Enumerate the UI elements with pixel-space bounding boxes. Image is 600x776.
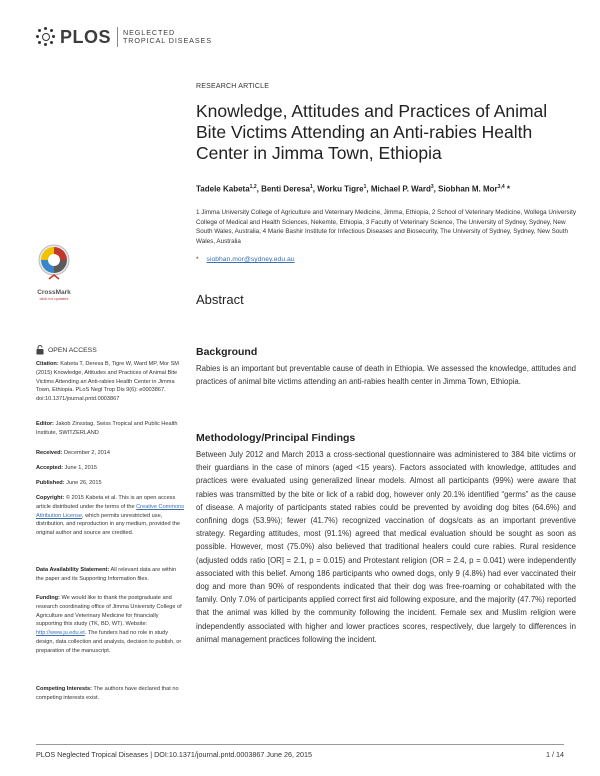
crossmark-sub: click for updates	[39, 296, 69, 301]
logo-plos-text: PLOS	[60, 26, 112, 47]
sidebar-editor	[36, 420, 184, 438]
funding-text-end: . The funders had no role in study design, data collection and analysis, decision to publish, or preparation of the manuscript.	[36, 630, 182, 654]
open-access-badge	[36, 345, 97, 355]
published-label: Published:	[36, 480, 65, 486]
author-name[interactable]: Siobhan M. Mor	[438, 184, 498, 194]
methods-text: Between July 2012 and March 2013 a cross-sectional questionnaire was administered to 384 bite victims or their guardians in the case of minors (aged <15 years). Factors associated with knowledge, attitudes and practices were evaluated using generalized linear models. Almost all participants (99%) were aware that rabies was transmitted by the bite or lick of a rabid dog, however only 20.1% identified “germs” as the cause of disease. A majority of participants stated rabies could be prevented by avoiding dog bites (64.6%) and confining dogs (53.9%); fewer (41.7%) recognized vaccination of dogs/cats as an important preventive strategy. Regarding attitudes, most (91.1%) agreed that medical evaluation should be sought as soon as possible. However, most (75.0%) also believed that traditional healers could cure rabies. Rural residence (adjusted odds ratio [OR] = 2.1, p = 0.015) and Protestant religion (OR = 2.4, p = 0.041) were independently associated with this belief. Among 186 participants who owned dogs, only 9 (4.8%) had ever vaccinated their dog and more than 90% of respondents indicated that their dog was free-roaming or cohabitated with the family. Only 7.0% of participants applied correct first aid following exposure, and the majority (47.7%) reported that the animal was killed by the community following the incident. Female sex and Muslim religion were independently associated with higher and lower practices scores, respectively, due largely to differences in animal management practices following the incident.	[196, 450, 576, 644]
author-sup: 3,4	[497, 184, 505, 190]
author-sup: 1	[363, 184, 367, 190]
crossmark-label: CrossMark	[37, 289, 71, 296]
author-sep: ,	[256, 184, 262, 194]
citation-label: Citation:	[36, 361, 59, 367]
sidebar-competing	[36, 685, 184, 703]
correspondence	[196, 256, 295, 263]
open-lock-icon	[36, 345, 44, 355]
author-name[interactable]: Worku Tigre	[317, 184, 364, 194]
footer-citation: PLOS Neglected Tropical Diseases | DOI:10.1371/journal.pntd.0003867 June 26, 2015	[36, 750, 312, 759]
sidebar-accepted	[36, 464, 184, 473]
competing-label: Competing Interests:	[36, 686, 92, 692]
editor-text: Jakob Zinsstag, Swiss Tropical and Public Health Institute, SWITZERLAND	[36, 421, 178, 436]
copyright-text: © 2015 Kabeta et al. This is an open access article distributed under the terms of the	[36, 495, 176, 510]
crossmark-icon	[37, 243, 71, 283]
funding-link[interactable]: http://www.ju.edu.et	[36, 630, 85, 637]
correspondence-star: *	[196, 256, 199, 263]
author-name[interactable]: Benti Deresa	[261, 184, 310, 194]
author-sep: ,	[433, 184, 439, 194]
author-sup: 1	[309, 184, 313, 190]
abstract-heading: Abstract	[196, 292, 244, 307]
published-date: June 26, 2015	[66, 480, 102, 486]
sidebar-data-availability	[36, 566, 184, 584]
open-access-label: OPEN ACCESS	[48, 346, 97, 354]
page-number: 1 / 14	[546, 750, 564, 759]
background-text: Rabies is an important but preventable cause of death in Ethiopia. We assessed the knowledge, attitudes and practices of animal bite victims attending an anti-rabies health center in Jimma Town, Ethiopia.	[196, 364, 576, 387]
affiliations: 1 Jimma University College of Agriculture and Veterinary Medicine, Jimma, Ethiopia, 2 School of Veterinary Medicine, Wollega University College of Medical and Health Sciences, Nekemte, Ethiopia, 3 Faculty of Veterinary Science, The University of Sydney, Sydney, New South Wales, Australia, 4 Marie Bashir Institute for Infectious Diseases and Biosecurity, The University of Sydney, Sydney, New South Wales, Australia	[196, 209, 576, 245]
accepted-label: Accepted:	[36, 465, 64, 471]
author-list	[196, 184, 576, 194]
background-heading: Background	[196, 346, 258, 358]
received-date: December 2, 2014	[64, 450, 111, 456]
editor-label: Editor:	[36, 421, 55, 427]
sidebar-funding	[36, 594, 184, 656]
author-name[interactable]: Michael P. Ward	[370, 184, 431, 194]
author-sup: 3	[430, 184, 434, 190]
author-sep: ,	[312, 184, 318, 194]
footer-divider	[36, 744, 564, 745]
correspondence-email-link[interactable]: siobhan.mor@sydney.edu.au	[206, 256, 295, 263]
copyright-label: Copyright:	[36, 495, 65, 501]
copyright-text-end: , which permits unrestricted use, distribution, and reproduction in any medium, provided the original author and source are credited.	[36, 512, 180, 537]
corresponding-star: *	[506, 184, 510, 194]
funding-label: Funding:	[36, 595, 60, 601]
sidebar-copyright	[36, 494, 184, 538]
plos-dots-icon	[36, 27, 56, 47]
funding-text: We would like to thank the postgraduate and research coordinating office of Jimma University College of Agriculture and Veterinary Medicine for financially supporting this study (TK, BD, WT). Website:	[36, 595, 182, 628]
accepted-date: June 1, 2015	[64, 465, 97, 471]
author-name[interactable]: Tadele Kabeta	[196, 184, 250, 194]
license-link[interactable]: Creative Commons Attribution License	[36, 503, 185, 519]
journal-logo[interactable]	[36, 26, 212, 48]
logo-divider	[117, 27, 118, 47]
methods-heading: Methodology/Principal Findings	[196, 432, 356, 444]
author-sup: 1,2	[249, 184, 257, 190]
sidebar-citation	[36, 360, 184, 404]
citation-text: Kabeta T, Deresa B, Tigre W, Ward MP, Mor SM (2015) Knowledge, Attitudes and Practices of Animal Bite Victims Attending an Anti-rabies Health Center in Jimma Town, Ethiopia. PLoS Negl Trop Dis 9(6): e0003867. doi:10.1371/journal.pntd.0003867	[36, 361, 179, 403]
article-title: Knowledge, Attitudes and Practices of Animal Bite Victims Attending an Anti-rabies Health Center in Jimma Town, Ethiopia	[196, 101, 548, 163]
crossmark-badge[interactable]	[34, 243, 74, 301]
author-sep: ,	[366, 184, 371, 194]
logo-sub-line1: NEGLECTED	[123, 27, 176, 37]
sidebar-published	[36, 479, 184, 488]
article-type: RESEARCH ARTICLE	[196, 83, 270, 90]
data-availability-text: All relevant data are within the paper and its Supporting Information files.	[36, 567, 177, 582]
received-label: Received:	[36, 450, 63, 456]
sidebar-received	[36, 449, 184, 458]
logo-sub-line2: TROPICAL DISEASES	[123, 36, 212, 45]
competing-text: The authors have declared that no competing interests exist.	[36, 686, 179, 701]
logo-journal-name	[123, 29, 212, 46]
data-availability-label: Data Availability Statement:	[36, 567, 110, 573]
